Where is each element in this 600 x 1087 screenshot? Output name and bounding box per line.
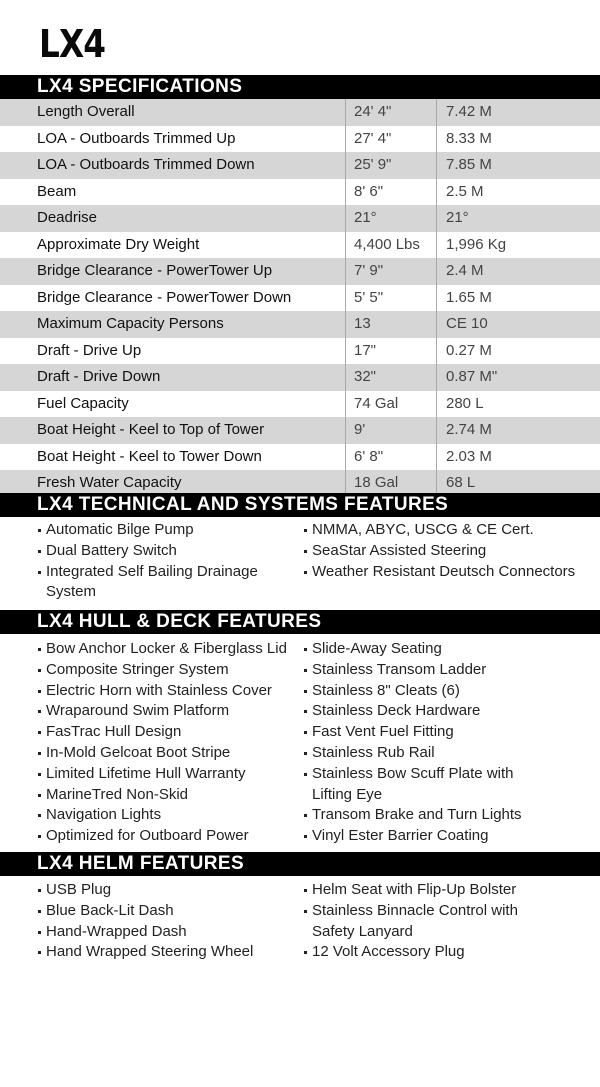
- feature-list-item: [37, 660, 299, 681]
- feature-text: FasTrac Hull Design: [46, 723, 182, 741]
- feature-text: 12 Volt Accessory Plug: [312, 943, 465, 961]
- feature-list-item: [303, 764, 593, 806]
- feature-list-item: [303, 722, 593, 743]
- spec-row: [0, 179, 600, 206]
- spec-row: [0, 152, 600, 179]
- feature-list-item: [37, 701, 299, 722]
- spec-row: [0, 391, 600, 418]
- feature-list-item: [37, 764, 299, 785]
- spec-metric-value: 2.4 M: [436, 258, 484, 285]
- technical-features-list-left: [37, 520, 299, 603]
- feature-list-item: [37, 901, 299, 922]
- feature-text: Dual Battery Switch: [46, 541, 177, 559]
- spec-metric-value: 7.42 M: [436, 99, 492, 126]
- spec-label: Maximum Capacity Persons: [37, 315, 224, 332]
- feature-list-item: [303, 805, 593, 826]
- spec-metric-value: 2.74 M: [436, 417, 492, 444]
- feature-list-item: [37, 722, 299, 743]
- spec-label: Boat Height - Keel to Top of Tower: [37, 421, 265, 438]
- feature-list-item: [37, 826, 299, 847]
- feature-text: Helm Seat with Flip-Up Bolster: [312, 881, 517, 898]
- spec-imperial-value: 7' 9": [345, 258, 434, 285]
- feature-text: Automatic Bilge Pump: [46, 521, 194, 538]
- spec-row: [0, 417, 600, 444]
- spec-imperial-value: 25' 9": [345, 152, 434, 179]
- specifications-table: [0, 99, 600, 497]
- helm-features-list-left: [37, 880, 299, 963]
- spec-row: [0, 126, 600, 153]
- feature-text: In-Mold Gelcoat Boot Stripe: [46, 743, 231, 761]
- feature-text: Fast Vent Fuel Fitting: [312, 723, 454, 741]
- spec-label: Draft - Drive Down: [37, 368, 161, 385]
- feature-list-item: [37, 562, 299, 604]
- feature-list-item: [37, 520, 299, 541]
- spec-row: [0, 232, 600, 259]
- feature-text: Weather Resistant Deutsch Connectors: [312, 562, 576, 580]
- feature-list-item: [303, 743, 593, 764]
- spec-metric-value: 7.85 M: [436, 152, 492, 179]
- feature-list-item: [37, 743, 299, 764]
- feature-list-item: [37, 785, 299, 806]
- feature-text: Limited Lifetime Hull Warranty: [46, 764, 246, 782]
- spec-label: Deadrise: [37, 209, 98, 226]
- feature-text: Hand-Wrapped Dash: [46, 922, 187, 940]
- feature-list-item: [303, 562, 593, 583]
- feature-text: Electric Horn with Stainless Cover: [46, 681, 272, 699]
- spec-row: [0, 338, 600, 365]
- feature-text-continued: System: [46, 583, 97, 601]
- spec-label: Approximate Dry Weight: [37, 235, 200, 253]
- spec-metric-value: CE 10: [436, 311, 488, 338]
- feature-text: Blue Back-Lit Dash: [46, 901, 174, 919]
- spec-row: [0, 258, 600, 285]
- feature-list-item: [303, 660, 593, 681]
- spec-metric-value: 2.03 M: [436, 444, 492, 471]
- feature-list-item: [303, 880, 593, 901]
- helm-features-heading: LX4 HELM FEATURES: [0, 852, 600, 876]
- spec-label: Beam: [37, 182, 77, 200]
- hull-deck-features-list-left: [37, 639, 299, 847]
- feature-text: USB Plug: [46, 881, 112, 898]
- feature-text: Integrated Self Bailing Drainage: [46, 562, 258, 580]
- feature-list-item: [37, 541, 299, 562]
- feature-text: Stainless Transom Ladder: [312, 660, 487, 678]
- spec-row: [0, 364, 600, 391]
- technical-features-heading: LX4 TECHNICAL AND SYSTEMS FEATURES: [0, 493, 600, 517]
- spec-imperial-value: 74 Gal: [345, 391, 434, 418]
- page-title: LX4: [39, 22, 106, 66]
- technical-features-list-right: [303, 520, 593, 582]
- feature-text: Stainless 8" Cleats (6): [312, 681, 460, 699]
- feature-list-item: [303, 681, 593, 702]
- feature-text: Composite Stringer System: [46, 660, 229, 678]
- spec-metric-value: 21°: [436, 205, 469, 232]
- feature-text: Transom Brake and Turn Lights: [312, 806, 522, 824]
- spec-imperial-value: 21°: [345, 205, 434, 232]
- spec-imperial-value: 32": [345, 364, 434, 391]
- spec-row: [0, 444, 600, 471]
- feature-text-continued: Lifting Eye: [312, 785, 383, 803]
- spec-metric-value: 280 L: [436, 391, 484, 418]
- feature-text: Wraparound Swim Platform: [46, 702, 230, 720]
- feature-text: Stainless Binnacle Control with: [312, 901, 518, 919]
- spec-row: [0, 311, 600, 338]
- spec-imperial-value: 17": [345, 338, 434, 365]
- spec-imperial-value: 6' 8": [345, 444, 434, 471]
- spec-label: LOA - Outboards Trimmed Down: [37, 156, 255, 173]
- spec-imperial-value: 24' 4": [345, 99, 434, 126]
- feature-list-item: [37, 880, 299, 901]
- spec-label: Fuel Capacity: [37, 394, 129, 412]
- feature-text: Slide-Away Seating: [312, 640, 442, 657]
- spec-row: [0, 285, 600, 312]
- spec-label: Boat Height - Keel to Tower Down: [37, 447, 262, 465]
- hull-deck-features-heading: LX4 HULL & DECK FEATURES: [0, 610, 600, 634]
- feature-list-item: [303, 639, 593, 660]
- feature-list-item: [303, 520, 593, 541]
- feature-list-item: [303, 901, 593, 943]
- feature-text: Stainless Deck Hardware: [312, 702, 481, 720]
- spec-metric-value: 1,996 Kg: [436, 232, 506, 259]
- feature-text: SeaStar Assisted Steering: [312, 541, 487, 559]
- helm-features-list-right: [303, 880, 593, 963]
- feature-list-item: [37, 639, 299, 660]
- feature-text: Stainless Bow Scuff Plate with: [312, 764, 514, 782]
- feature-list-item: [37, 681, 299, 702]
- feature-list-item: [37, 942, 299, 963]
- spec-metric-value: 0.87 M": [436, 364, 497, 391]
- feature-list-item: [303, 942, 593, 963]
- spec-metric-value: 2.5 M: [436, 179, 484, 206]
- spec-label: Draft - Drive Up: [37, 341, 142, 359]
- spec-imperial-value: 5' 5": [345, 285, 434, 312]
- feature-list-item: [37, 805, 299, 826]
- feature-text: MarineTred Non-Skid: [46, 785, 188, 803]
- spec-row: [0, 99, 600, 126]
- feature-text: Hand Wrapped Steering Wheel: [46, 943, 254, 961]
- feature-text-continued: Safety Lanyard: [312, 922, 413, 940]
- spec-metric-value: 8.33 M: [436, 126, 492, 153]
- spec-label: Bridge Clearance - PowerTower Down: [37, 288, 292, 306]
- feature-text: Bow Anchor Locker & Fiberglass Lid: [46, 640, 287, 657]
- specifications-heading: LX4 SPECIFICATIONS: [0, 75, 600, 99]
- spec-label: Fresh Water Capacity: [37, 474, 182, 491]
- spec-label: Bridge Clearance - PowerTower Up: [37, 262, 273, 279]
- spec-label: LOA - Outboards Trimmed Up: [37, 129, 236, 147]
- feature-list-item: [303, 826, 593, 847]
- feature-list-item: [37, 922, 299, 943]
- spec-imperial-value: 18 Gal: [345, 470, 434, 497]
- feature-text: Stainless Rub Rail: [312, 743, 435, 761]
- feature-list-item: [303, 541, 593, 562]
- spec-metric-value: 68 L: [436, 470, 475, 497]
- spec-row: [0, 205, 600, 232]
- feature-text: Optimized for Outboard Power: [46, 827, 249, 845]
- spec-imperial-value: 13: [345, 311, 434, 338]
- spec-label: Length Overall: [37, 103, 135, 120]
- hull-deck-features-list-right: [303, 639, 593, 847]
- spec-imperial-value: 8' 6": [345, 179, 434, 206]
- spec-imperial-value: 4,400 Lbs: [345, 232, 434, 259]
- feature-text: NMMA, ABYC, USCG & CE Cert.: [312, 521, 534, 538]
- feature-text: Navigation Lights: [46, 806, 162, 824]
- feature-list-item: [303, 701, 593, 722]
- spec-metric-value: 1.65 M: [436, 285, 492, 312]
- feature-text: Vinyl Ester Barrier Coating: [312, 827, 489, 845]
- spec-metric-value: 0.27 M: [436, 338, 492, 365]
- spec-imperial-value: 9': [345, 417, 434, 444]
- spec-imperial-value: 27' 4": [345, 126, 434, 153]
